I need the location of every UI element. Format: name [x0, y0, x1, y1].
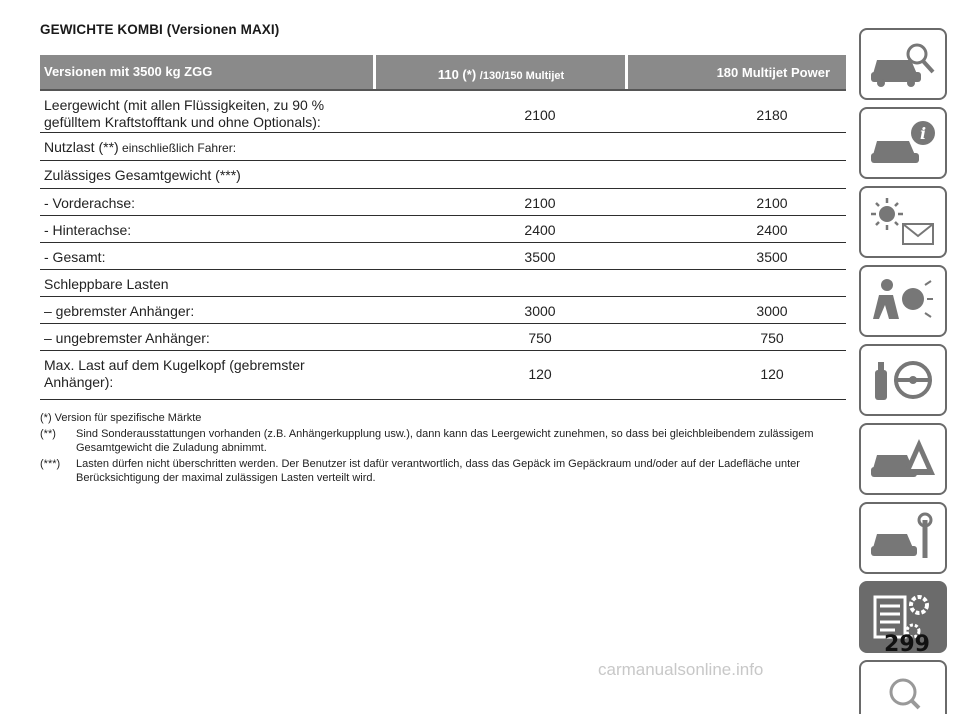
header-versions: Versionen mit 3500 kg ZGG — [40, 55, 375, 89]
tab-starting-driving[interactable] — [859, 344, 947, 416]
alphabetical-index-icon — [867, 668, 939, 714]
header-180-multijet-power: 180 Multijet Power — [627, 55, 846, 89]
row-label: - Vorderachse: — [44, 195, 136, 211]
row-label: Schleppbare Lasten — [44, 276, 169, 292]
row-value-col1: 120 — [528, 366, 552, 382]
row-value-col1: 3500 — [524, 249, 556, 265]
footnote: (***) Lasten dürfen nicht überschritten werden. Der Benutzer ist dafür verantwortlich, dass das Gepäck im Gepäckraum und/oder auf der Ladefläche unter Berücksichtigung der maximal zulässigen Lasten verteilt wird. — [40, 458, 800, 484]
row-label: - Gesamt: — [44, 249, 106, 265]
footnotes — [40, 411, 840, 487]
row-label: Leergewicht (mit allen Flüssigkeiten, zu 90 % gefülltem Kraftstofftank und ohne Optionals): — [44, 97, 325, 130]
page-heading: GEWICHTE KOMBI (Versionen MAXI) — [40, 22, 280, 37]
row-label: Zulässiges Gesamtgewicht (***) — [44, 167, 241, 183]
row-value-col2: 120 — [760, 366, 784, 382]
weights-table — [40, 55, 846, 400]
watermark: carmanualsonline.info — [598, 660, 764, 679]
tab-car-search[interactable] — [859, 28, 947, 100]
row-label: Max. Last auf dem Kugelkopf (gebremster Anhänger): — [44, 357, 305, 390]
table-row — [40, 324, 846, 351]
table-row — [40, 270, 846, 297]
row-value-col1: 2400 — [524, 222, 556, 238]
table-row — [40, 297, 846, 324]
car-wrench-icon — [867, 510, 939, 566]
tab-index[interactable] — [859, 660, 947, 714]
table-row — [40, 351, 846, 400]
row-label: - Hinterachse: — [44, 222, 132, 238]
tab-airbag[interactable] — [859, 265, 947, 337]
table-row — [40, 93, 846, 133]
table-header — [40, 55, 846, 89]
table-row — [40, 216, 846, 243]
row-value-col1: 2100 — [524, 195, 556, 211]
row-value-col2: 2100 — [756, 195, 788, 211]
car-info-icon — [867, 115, 939, 171]
table-row — [40, 243, 846, 270]
row-value-col2: 2180 — [756, 107, 788, 123]
page-number: 299 — [884, 632, 930, 657]
svg-text:i: i — [919, 124, 927, 143]
airbag-passenger-icon — [867, 273, 939, 329]
row-value-col2: 3500 — [756, 249, 788, 265]
tab-warning-lights[interactable] — [859, 186, 947, 258]
tab-car-info[interactable] — [859, 107, 947, 179]
row-value-col2: 750 — [760, 330, 784, 346]
header-110-multijet: 110 (*) /130/150 Multijet — [375, 55, 627, 89]
footnote: (*) Version für spezifische Märkte — [40, 412, 202, 424]
header-separator — [373, 55, 376, 89]
bottle-steering-wheel-icon — [867, 352, 939, 408]
row-label: Nutzlast (**) einschließlich Fahrer: — [44, 139, 237, 155]
header-rule — [40, 89, 846, 91]
car-warning-triangle-icon — [867, 431, 939, 487]
row-label: – gebremster Anhänger: — [44, 303, 195, 319]
tab-maintenance[interactable] — [859, 502, 947, 574]
row-value-col2: 2400 — [756, 222, 788, 238]
table-row — [40, 133, 846, 161]
footnote: (**) Sind Sonderausstattungen vorhanden (z.B. Anhängerkupplung usw.), dann kann das Leergewicht zunehmen, so dass bei gleichbleibendem zulässigem Gesamtgewicht die Zuladung abnimmt. — [40, 428, 814, 454]
warning-light-message-icon — [867, 194, 939, 250]
row-value-col1: 3000 — [524, 303, 556, 319]
header-separator — [625, 55, 628, 89]
tab-emergency[interactable] — [859, 423, 947, 495]
car-search-icon — [867, 36, 939, 92]
row-value-col1: 2100 — [524, 107, 556, 123]
table-row — [40, 161, 846, 189]
row-value-col1: 750 — [528, 330, 552, 346]
row-label: – ungebremster Anhänger: — [44, 330, 210, 346]
row-value-col2: 3000 — [756, 303, 788, 319]
table-row — [40, 189, 846, 216]
